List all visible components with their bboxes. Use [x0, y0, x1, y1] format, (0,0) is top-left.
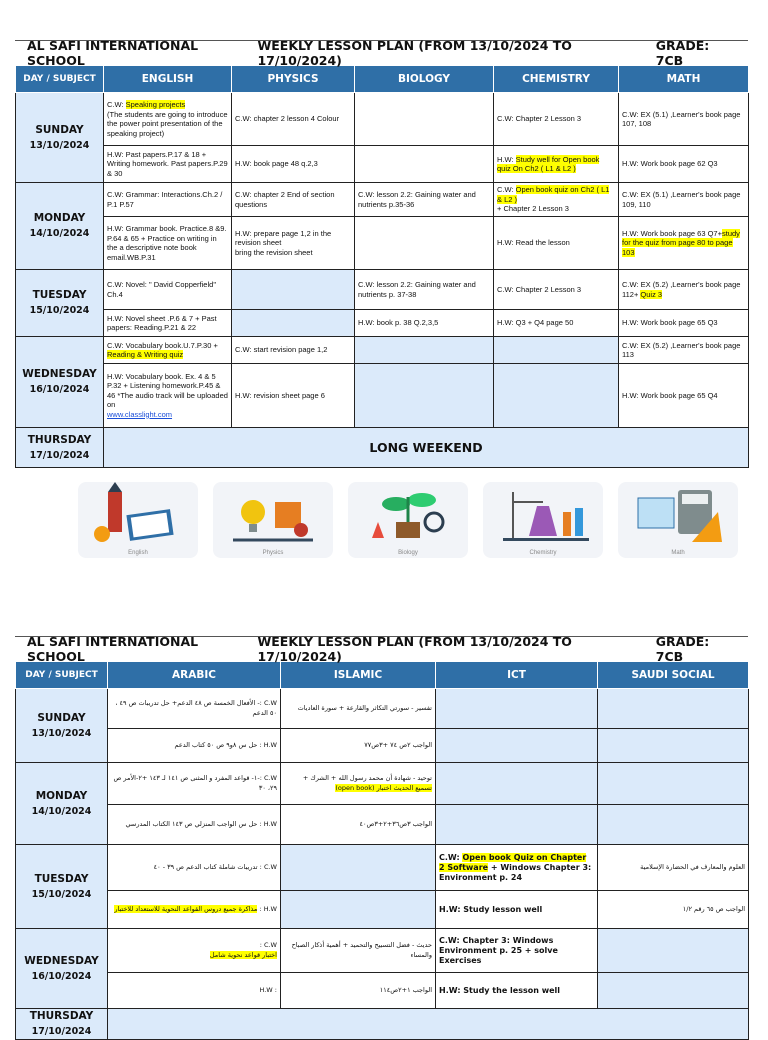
- islamic-cw: [281, 845, 436, 891]
- chemistry-hw: H.W: Q3 + Q4 page 50: [494, 310, 619, 337]
- day-cell: SUNDAY 13/10/2024: [16, 93, 104, 183]
- table-row: [16, 428, 749, 468]
- english-hw: H.W: Grammar book. Practice.8 &9. P.64 & 65 + Practice on writing in the a descriptive note book email.WB.P.31: [104, 217, 232, 270]
- plan-title: WEEKLY LESSON PLAN (FROM 13/10/2024 TO 17/10/2024): [257, 38, 572, 68]
- islamic-hw: [281, 891, 436, 929]
- biology-cw: [355, 337, 494, 364]
- physics-cw: C.W: chapter 2 End of section questions: [232, 183, 355, 217]
- lesson-table: [15, 65, 749, 468]
- islamic-cw: تفسير - سورتي التكاثر والقارعة + سورة العاديات: [281, 689, 436, 729]
- islamic-cw: توحيد - شهادة أن محمد رسول الله + الشرك + تسميع الحديث اختبار (open book): [281, 763, 436, 805]
- social-cw: العلوم والمعارف في الحضارة الإسلامية: [598, 845, 749, 891]
- ict-cw: C.W: Open book Quiz on Chapter 2 Software + Windows Chapter 3: Environment p. 24: [436, 845, 598, 891]
- chemistry-flask-icon: [483, 482, 603, 558]
- arabic-hw: H.W : مذاكرة جميع دروس القواعد النحوية للاستعداد للاختبار: [108, 891, 281, 929]
- header-row: [16, 66, 749, 93]
- biology-hw: [355, 217, 494, 270]
- day-subject-header: DAY / SUBJECT: [16, 66, 104, 93]
- math-cw: C.W: EX (5.1) ,Learner's book page 107, 108: [619, 93, 749, 146]
- table-row: [16, 93, 749, 146]
- physics-icon: [213, 482, 333, 558]
- day-cell: TUESDAY 15/10/2024: [16, 270, 104, 337]
- table-row: [16, 891, 749, 929]
- day-cell: THURSDAY 17/10/2024: [16, 428, 104, 468]
- day-cell: THURSDAY 17/10/2024: [16, 1009, 108, 1040]
- chemistry-cw: C.W: Chapter 2 Lesson 3: [494, 93, 619, 146]
- social-hw: [598, 729, 749, 763]
- table-row: [16, 763, 749, 805]
- biology-cw: C.W: lesson 2.2: Gaining water and nutrients p.35-36: [355, 183, 494, 217]
- plan-title-bar: [15, 38, 748, 68]
- biology-hw: H.W: book p. 38 Q.2,3,5: [355, 310, 494, 337]
- social-cw: [598, 689, 749, 729]
- lesson-plan-science: [15, 40, 748, 468]
- table-row: [16, 805, 749, 845]
- physics-cw: C.W: start revision page 1,2: [232, 337, 355, 364]
- chemistry-cw: C.W: Chapter 2 Lesson 3: [494, 270, 619, 310]
- social-hw: الواجب ص ٦٥ رقم ١/٢: [598, 891, 749, 929]
- physics-hw: H.W: prepare page 1,2 in the revision sheet bring the revision sheet: [232, 217, 355, 270]
- math-cw: C.W: EX (5.2) ,Learner's book page 112+ Quiz 3: [619, 270, 749, 310]
- ict-hw: [436, 729, 598, 763]
- subject-header: ISLAMIC: [281, 662, 436, 689]
- plan-title-bar: [15, 634, 748, 664]
- arabic-hw: : H.W: [108, 973, 281, 1009]
- chemistry-hw: H.W: Study well for Open book quiz On Ch2 ( L1 & L2 ): [494, 146, 619, 183]
- chemistry-hw: H.W: Read the lesson: [494, 217, 619, 270]
- math-hw: H.W: Work book page 62 Q3: [619, 146, 749, 183]
- subject-header: PHYSICS: [232, 66, 355, 93]
- table-row: [16, 729, 749, 763]
- table-row: [16, 689, 749, 729]
- table-row: [16, 364, 749, 428]
- table-row: [16, 310, 749, 337]
- ict-cw: [436, 689, 598, 729]
- biology-plant-icon: [348, 482, 468, 558]
- ict-hw: H.W: Study lesson well: [436, 891, 598, 929]
- social-cw: [598, 929, 749, 973]
- lesson-table: [15, 661, 749, 1040]
- english-cw: C.W: Grammar: Interactions.Ch.2 / P.1 P.57: [104, 183, 232, 217]
- grade-label: GRADE: 7CB: [655, 634, 710, 664]
- physics-hw: [232, 310, 355, 337]
- biology-hw: [355, 146, 494, 183]
- physics-hw: H.W: book page 48 q.2,3: [232, 146, 355, 183]
- ict-hw: H.W: Study the lesson well: [436, 973, 598, 1009]
- table-row: [16, 929, 749, 973]
- social-hw: [598, 973, 749, 1009]
- table-row: [16, 183, 749, 217]
- day-subject-header: DAY / SUBJECT: [16, 662, 108, 689]
- school-name: AL SAFI INTERNATIONAL SCHOOL: [27, 634, 199, 664]
- lesson-plan-languages: [15, 636, 748, 1040]
- biology-cw: [355, 93, 494, 146]
- day-cell: MONDAY 14/10/2024: [16, 763, 108, 845]
- english-hw: H.W: Novel sheet .P.6 & 7 + Past papers: Reading.P.21 & 22: [104, 310, 232, 337]
- arabic-cw: C.W :- الأفعال الخمسة ص ٤٨ الدعم+ حل تدريبات ص ٤٩ ، ٥٠ الدعم: [108, 689, 281, 729]
- table-row: [16, 973, 749, 1009]
- arabic-cw: C.W : اختبار قواعد نحوية شامل: [108, 929, 281, 973]
- physics-cw: [232, 270, 355, 310]
- math-cw: C.W: EX (5.1) ,Learner's book page 109, 110: [619, 183, 749, 217]
- english-cw: C.W: Novel: " David Copperfield" Ch.4: [104, 270, 232, 310]
- physics-hw: H.W: revision sheet page 6: [232, 364, 355, 428]
- day-cell: WEDNESDAY 16/10/2024: [16, 929, 108, 1009]
- ict-cw: [436, 763, 598, 805]
- english-hw: H.W: Vocabulary book. Ex. 4 & 5 P.32 + Listening homework.P.45 & 46 *The audio track will be uploaded on www.classlight.com: [104, 364, 232, 428]
- math-hw: H.W: Work book page 65 Q4: [619, 364, 749, 428]
- math-cw: C.W: EX (5.2) ,Learner's book page 113: [619, 337, 749, 364]
- subject-illustrations: [78, 482, 738, 560]
- grade-label: GRADE: 7CB: [655, 38, 710, 68]
- classlight-link[interactable]: www.classlight.com: [107, 409, 173, 419]
- table-row: [16, 270, 749, 310]
- islamic-hw: الواجب ١+٢ص١١٤: [281, 973, 436, 1009]
- arabic-hw: H.W : حل س ٨و٩ ص ٥٠ كتاب الدعم: [108, 729, 281, 763]
- arabic-cw: C.W :-١- قواعد المفرد و المثنى ص ١٤١ لـ ١٤٣ +٢-الأمر ص ٢٩، ٣٠: [108, 763, 281, 805]
- table-row: [16, 845, 749, 891]
- school-name: AL SAFI INTERNATIONAL SCHOOL: [27, 38, 199, 68]
- chemistry-hw: [494, 364, 619, 428]
- table-row: [16, 146, 749, 183]
- icon-caption: Math: [671, 550, 685, 556]
- day-cell: TUESDAY 15/10/2024: [16, 845, 108, 929]
- islamic-hw: الواجب ٣ص٣٦+٢+٣ص٤٠: [281, 805, 436, 845]
- subject-header: ENGLISH: [104, 66, 232, 93]
- math-calculator-icon: [618, 482, 738, 558]
- english-hw: H.W: Past papers.P.17 & 18 + Writing homework. Past papers.P.29 & 30: [104, 146, 232, 183]
- subject-header: ICT: [436, 662, 598, 689]
- thursday-row: [108, 1009, 749, 1040]
- subject-header: SAUDI SOCIAL: [598, 662, 749, 689]
- table-row: [16, 337, 749, 364]
- chemistry-cw: [494, 337, 619, 364]
- islamic-cw: حديث - فضل التسبيح والتحميد + أهمية أذكار الصباح والمساء: [281, 929, 436, 973]
- header-row: [16, 662, 749, 689]
- table-row: [16, 1009, 749, 1040]
- ict-hw: [436, 805, 598, 845]
- social-hw: [598, 805, 749, 845]
- day-cell: MONDAY 14/10/2024: [16, 183, 104, 270]
- english-cw: C.W: Vocabulary book.U.7.P.30 + Reading & Writing quiz: [104, 337, 232, 364]
- arabic-cw: C.W : تدريبات شاملة كتاب الدعم ص ٣٩ - ٤٠: [108, 845, 281, 891]
- subject-header: ARABIC: [108, 662, 281, 689]
- icon-caption: Physics: [262, 550, 284, 556]
- math-hw: H.W: Work book page 63 Q7+study for the quiz from page 80 to page 103: [619, 217, 749, 270]
- day-cell: WEDNESDAY 16/10/2024: [16, 337, 104, 428]
- day-cell: SUNDAY 13/10/2024: [16, 689, 108, 763]
- islamic-hw: الواجب ٢ص ٧٤ +٣ص٧٧: [281, 729, 436, 763]
- icon-caption: Biology: [398, 550, 418, 556]
- table-row: [16, 217, 749, 270]
- english-cw: C.W: Speaking projects (The students are going to introduce the power point presentation of the speaking project): [104, 93, 232, 146]
- icon-caption: Chemistry: [529, 550, 557, 556]
- ict-cw: C.W: Chapter 3: Windows Environment p. 25 + solve Exercises: [436, 929, 598, 973]
- subject-header: MATH: [619, 66, 749, 93]
- math-hw: H.W: Work book page 65 Q3: [619, 310, 749, 337]
- english-book-icon: [78, 482, 198, 558]
- arabic-hw: H.W : حل س الواجب المنزلي ص ١٤٣ الكتاب المدرسي: [108, 805, 281, 845]
- subject-header: BIOLOGY: [355, 66, 494, 93]
- icon-caption: English: [128, 550, 148, 556]
- subject-header: CHEMISTRY: [494, 66, 619, 93]
- biology-hw: [355, 364, 494, 428]
- biology-cw: C.W: lesson 2.2: Gaining water and nutrients p. 37-38: [355, 270, 494, 310]
- plan-title: WEEKLY LESSON PLAN (FROM 13/10/2024 TO 17/10/2024): [257, 634, 572, 664]
- social-cw: [598, 763, 749, 805]
- long-weekend-banner: LONG WEEKEND: [104, 428, 749, 468]
- physics-cw: C.W: chapter 2 lesson 4 Colour: [232, 93, 355, 146]
- chemistry-cw: C.W: Open book quiz on Ch2 ( L1 & L2 ) + Chapter 2 Lesson 3: [494, 183, 619, 217]
